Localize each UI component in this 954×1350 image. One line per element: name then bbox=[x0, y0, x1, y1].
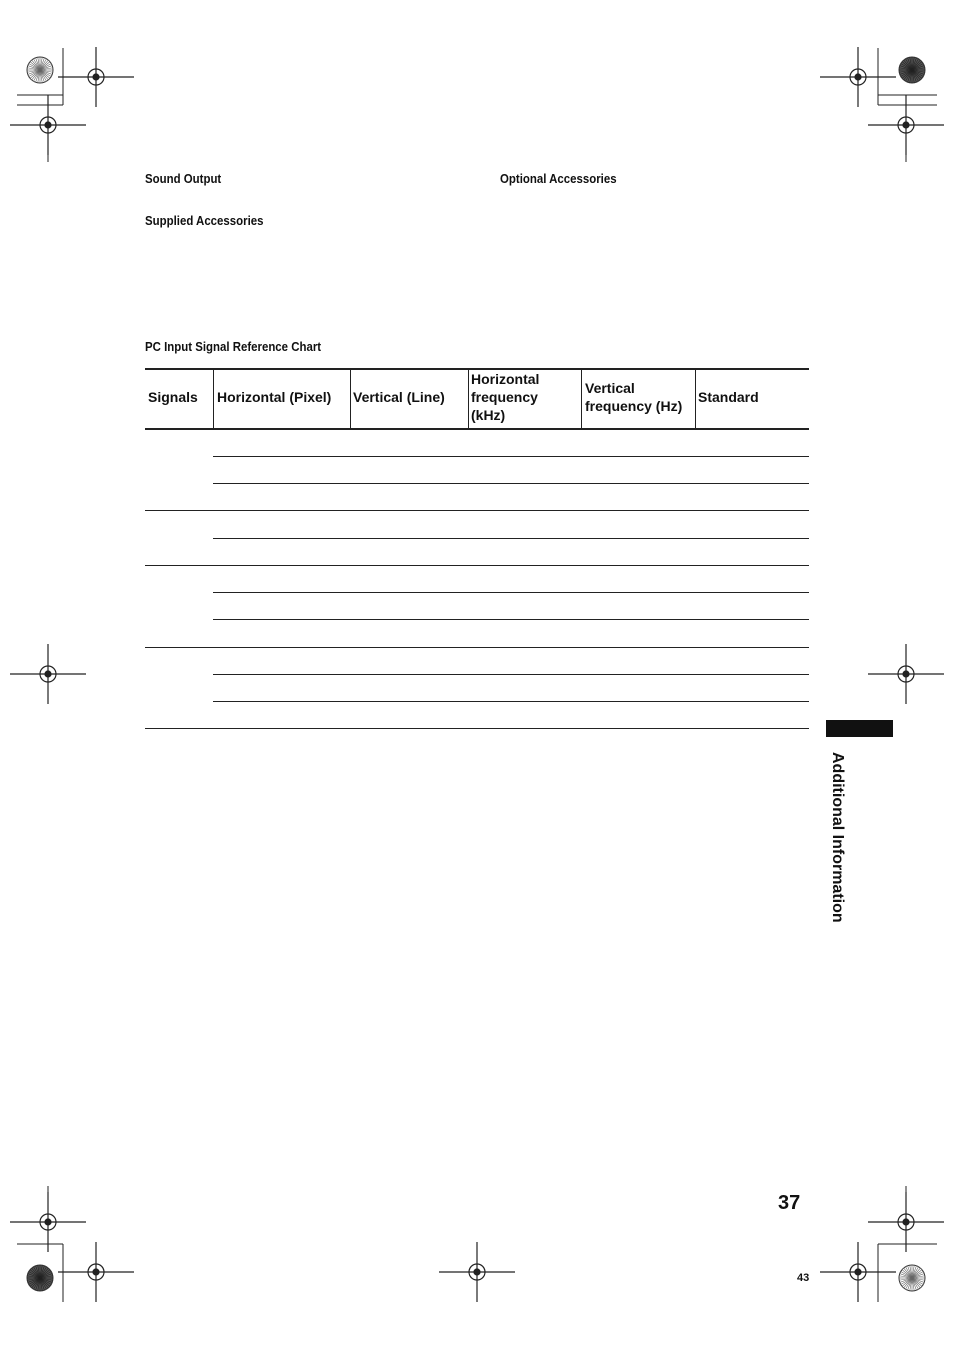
table-group-rule bbox=[145, 565, 809, 566]
header-horizontal-frequency: Horizontal frequency (kHz) bbox=[471, 371, 540, 423]
sound-output-heading: Sound Output bbox=[145, 171, 222, 186]
registration-target-icon bbox=[868, 95, 944, 155]
registration-target-icon bbox=[10, 1192, 86, 1252]
table-row-rule bbox=[213, 456, 809, 457]
registration-target-icon bbox=[868, 644, 944, 704]
header-col-sep bbox=[695, 369, 696, 428]
pc-chart-title: PC Input Signal Reference Chart bbox=[145, 339, 322, 354]
table-row-rule bbox=[213, 483, 809, 484]
header-col-sep bbox=[468, 369, 469, 428]
optional-accessories-heading: Optional Accessories bbox=[500, 171, 617, 186]
supplied-accessories-heading: Supplied Accessories bbox=[145, 213, 264, 228]
header-col-sep bbox=[581, 369, 582, 428]
color-rosette-icon bbox=[27, 1265, 53, 1291]
page-number: 37 bbox=[778, 1192, 801, 1214]
table-header-rule bbox=[145, 428, 809, 430]
header-standard: Standard bbox=[698, 389, 759, 405]
chapter-tab-marker bbox=[826, 720, 893, 737]
chapter-side-label: Additional Information bbox=[829, 752, 846, 923]
header-vertical-line: Vertical (Line) bbox=[353, 389, 445, 405]
table-group-rule bbox=[145, 510, 809, 511]
table-row-rule bbox=[213, 701, 809, 702]
registration-target-icon bbox=[58, 1242, 134, 1302]
table-row-rule bbox=[213, 592, 809, 593]
header-col-sep bbox=[213, 369, 214, 428]
registration-target-icon bbox=[868, 1192, 944, 1252]
header-col-sep bbox=[350, 369, 351, 428]
header-vertical-frequency: Vertical frequency (Hz) bbox=[585, 380, 683, 414]
color-rosette-icon bbox=[899, 1265, 925, 1291]
color-rosette-icon bbox=[899, 57, 925, 83]
registration-target-icon bbox=[439, 1242, 515, 1302]
sheet-number: 43 bbox=[797, 1272, 810, 1284]
table-row-rule bbox=[213, 619, 809, 620]
registration-target-icon bbox=[820, 1242, 896, 1302]
header-horizontal-pixel: Horizontal (Pixel) bbox=[217, 389, 332, 405]
registration-target-icon bbox=[10, 95, 86, 155]
header-signals: Signals bbox=[148, 389, 198, 405]
table-row-rule bbox=[213, 674, 809, 675]
table-bottom-rule bbox=[145, 728, 809, 729]
table-row-rule bbox=[213, 538, 809, 539]
registration-target-icon bbox=[820, 47, 896, 107]
registration-target-icon bbox=[58, 47, 134, 107]
color-rosette-icon bbox=[27, 57, 53, 83]
table-group-rule bbox=[145, 647, 809, 648]
registration-target-icon bbox=[10, 644, 86, 704]
